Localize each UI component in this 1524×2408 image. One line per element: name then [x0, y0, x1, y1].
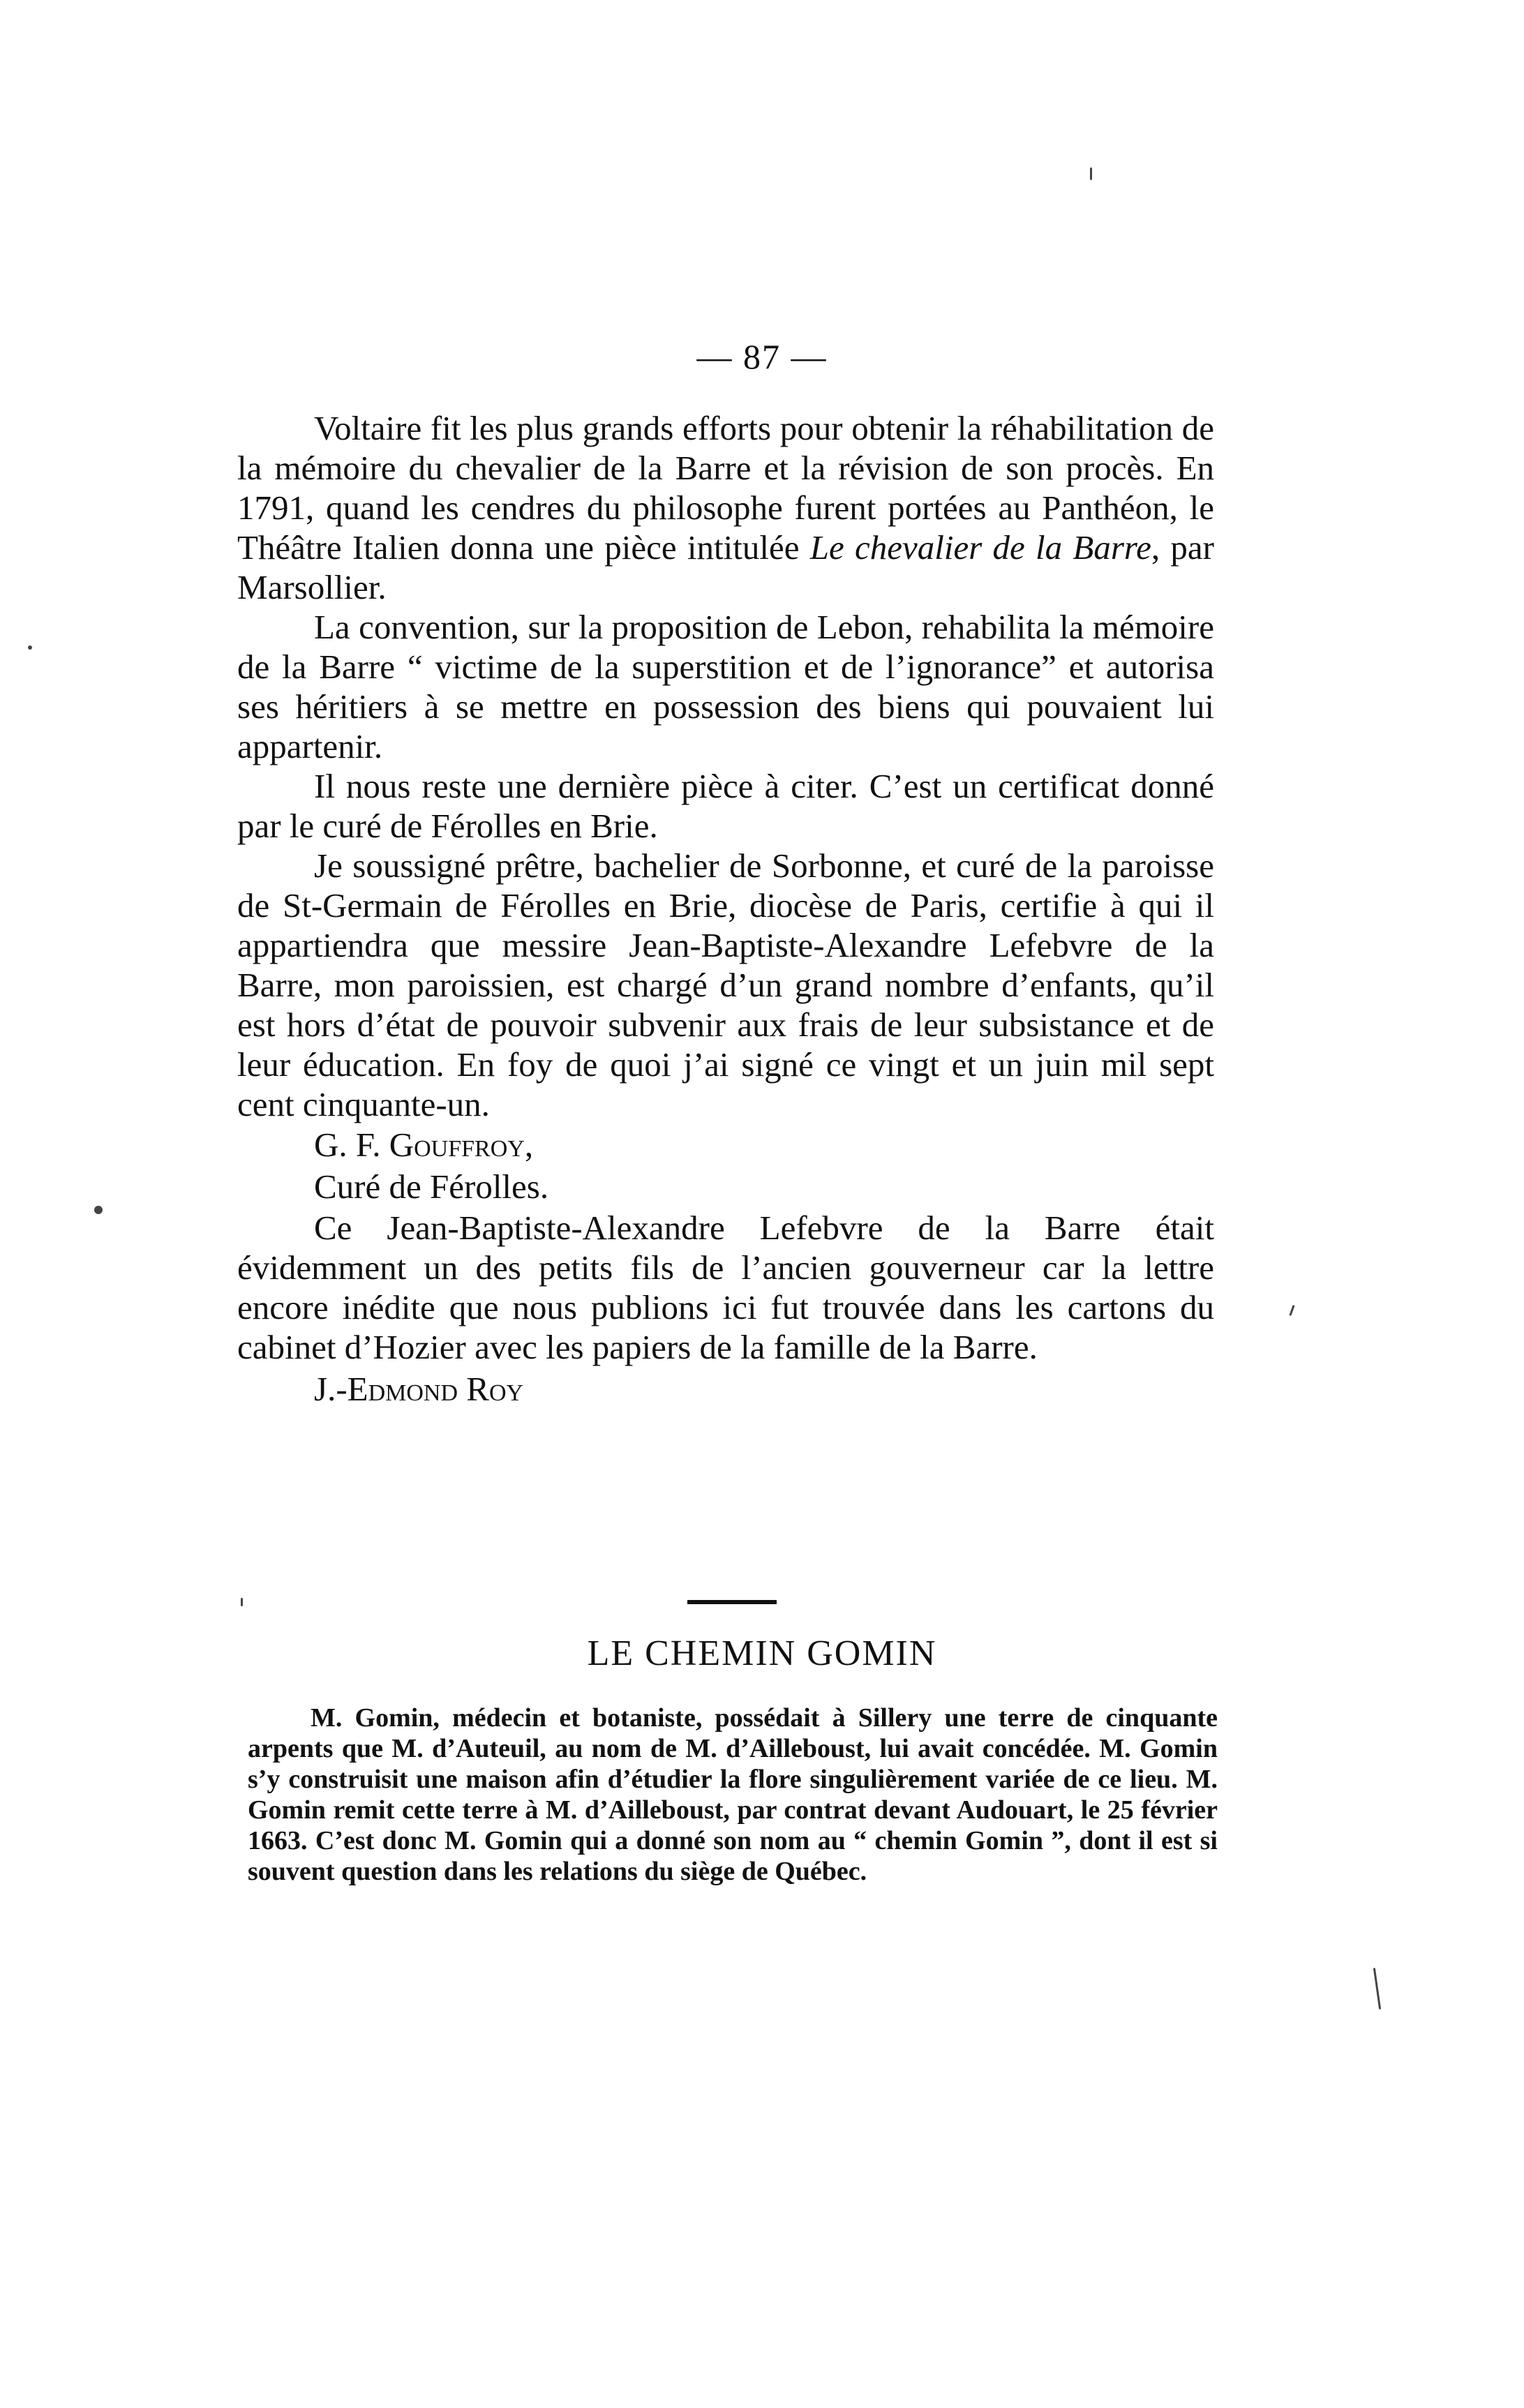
signature-surname: Gouffroy,	[389, 1126, 534, 1164]
paragraph-certificat: Je soussigné prêtre, bachelier de Sorbonne, et curé de la paroisse de St-Germain de Férolles en Brie, diocèse de Paris, certifie à qui il appartiendra que messire Jean-Baptiste-Alexandre Lefebvre de la Barre, mon paroissien, est chargé d’un grand nombre d’enfants, qu’il est hors d’état de pouvoir subvenir aux frais de leur subsistance et de leur éducation. En foy de quoi j’ai signé ce vingt et un juin mil sept cent cinquante-un.	[237, 846, 1214, 1123]
signature-name	[237, 1124, 1214, 1166]
author-signature: J.-Edmond Roy	[314, 1370, 524, 1408]
scan-speck	[94, 1206, 103, 1214]
section-heading: LE CHEMIN GOMIN	[587, 1633, 937, 1673]
paragraph-voltaire-text-b: , par Marsollier.	[237, 528, 1214, 606]
paragraph-convention: La convention, sur la proposition de Lebon, rehabilita la mémoire de la Barre “ victime de la superstition et de l’ignorance” et autorisa ses héritiers à se mettre en possession des biens qui pouvaient lui appartenir.	[237, 608, 1214, 765]
scan-speck	[28, 645, 32, 650]
paragraph-lefebvre: Ce Jean-Baptiste-Alexandre Lefebvre de la Barre était évidemment un des petits fils de l’ancien gouverneur car la lettre encore inédite que nous publions ici fut trouvée dans les cartons du cabinet d’Hozier avec les papiers de la famille de la Barre.	[237, 1209, 1214, 1366]
play-title: Le chevalier de la Barre	[809, 528, 1151, 567]
section-note	[248, 1703, 1218, 1887]
section-note-text: M. Gomin, médecin et botaniste, possédait à Sillery une terre de cinquante arpents que M. d’Auteuil, au nom de M. d’Ailleboust, lui avait concédée. M. Gomin s’y construisit une maison afin d’étudier la flore singulièrement variée de ce lieu. M. Gomin remit cette terre à M. d’Ailleboust, par contrat devant Audouart, le 25 février 1663. C’est donc M. Gomin qui a donné son nom au “ chemin Gomin ”, dont il est si souvent question dans les relations du siège de Québec.	[248, 1703, 1218, 1886]
main-text	[237, 408, 1214, 1412]
scan-speck	[1289, 1305, 1294, 1316]
paragraph-certificat-intro: Il nous reste une dernière pièce à citer. C’est un certificat donné par le curé de Férolles en Brie.	[237, 767, 1214, 845]
section-divider	[687, 1600, 777, 1604]
paragraph-voltaire-text-a: Voltaire fit les plus grands efforts pour obtenir la réhabilitation de la mémoire du chevalier de la Barre et la révision de son procès. En 1791, quand les cendres du philosophe furent portées au Panthéon, le Théâtre Italien donna une pièce intitulée	[237, 409, 1214, 567]
scan-speck	[1373, 1968, 1381, 2010]
page-number: — 87 —	[696, 337, 828, 376]
signature-role: Curé de Férolles.	[314, 1167, 549, 1206]
scan-speck	[241, 1598, 243, 1606]
signature-initials: G. F.	[314, 1126, 389, 1164]
paragraph-voltaire	[237, 408, 1214, 607]
scan-speck	[1090, 167, 1092, 180]
